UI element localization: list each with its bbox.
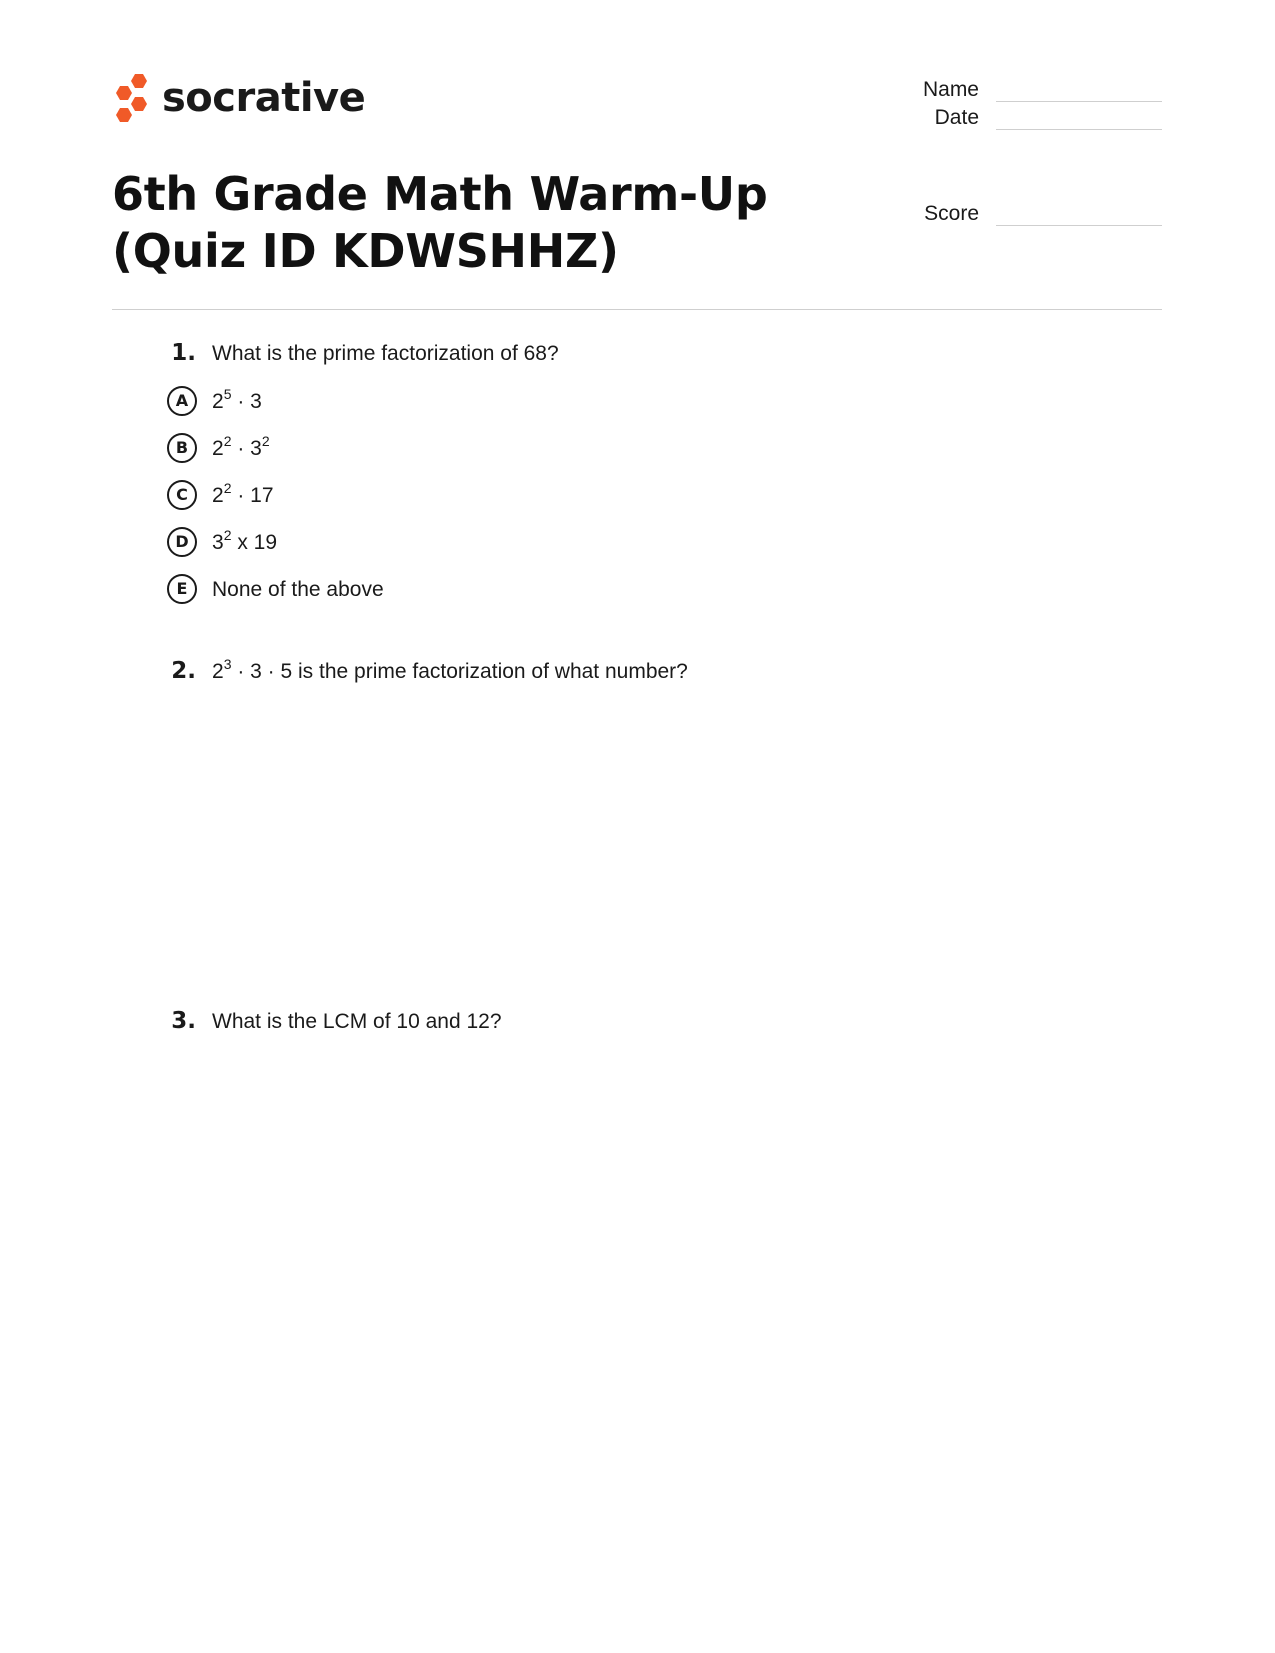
score-line: [996, 225, 1162, 226]
question-number: 3.: [171, 1008, 196, 1034]
header-divider: [112, 309, 1162, 310]
name-field[interactable]: [902, 76, 1162, 104]
socrative-logo: [112, 72, 365, 124]
name-label: Name: [922, 78, 979, 101]
name-line: [996, 101, 1162, 102]
hexagon-cluster-icon: [112, 73, 150, 123]
option-text: $2^2 \cdot 17$: [212, 480, 274, 507]
option-text: $2^5 \cdot 3$: [212, 386, 262, 413]
question-2: [150, 658, 1150, 692]
question-1: [150, 340, 1150, 615]
question-number: 1.: [171, 340, 196, 366]
option-letter[interactable]: B: [167, 433, 197, 463]
score-label: Score: [924, 202, 979, 225]
option-text: $2^2 \cdot 3^2$: [212, 433, 270, 460]
date-line: [996, 129, 1162, 130]
option-text: $3^2$ x 19: [212, 527, 278, 554]
question-text: $2^3 \cdot 3 \cdot 5$ is the prime factorization of what number?: [212, 656, 688, 683]
option-d[interactable]: [150, 521, 1150, 568]
page-title: 6th Grade Math Warm-Up (Quiz ID KDWSHHZ): [112, 167, 768, 278]
option-letter[interactable]: E: [167, 574, 197, 604]
option-letter[interactable]: D: [167, 527, 197, 557]
option-b[interactable]: [150, 427, 1150, 474]
question-3: [150, 1008, 1150, 1042]
score-field[interactable]: [902, 200, 1162, 228]
option-a[interactable]: [150, 380, 1150, 427]
brand-name: socrative: [162, 75, 366, 121]
option-text: None of the above: [212, 578, 384, 601]
option-letter[interactable]: A: [167, 386, 197, 416]
option-c[interactable]: [150, 474, 1150, 521]
option-letter[interactable]: C: [167, 480, 197, 510]
date-field[interactable]: [902, 104, 1162, 132]
question-text: What is the prime factorization of 68?: [212, 342, 559, 365]
question-number: 2.: [171, 658, 196, 684]
date-label: Date: [934, 106, 979, 129]
question-text: What is the LCM of 10 and 12?: [212, 1010, 502, 1033]
answer-options: [150, 380, 1150, 615]
option-e[interactable]: [150, 568, 1150, 615]
